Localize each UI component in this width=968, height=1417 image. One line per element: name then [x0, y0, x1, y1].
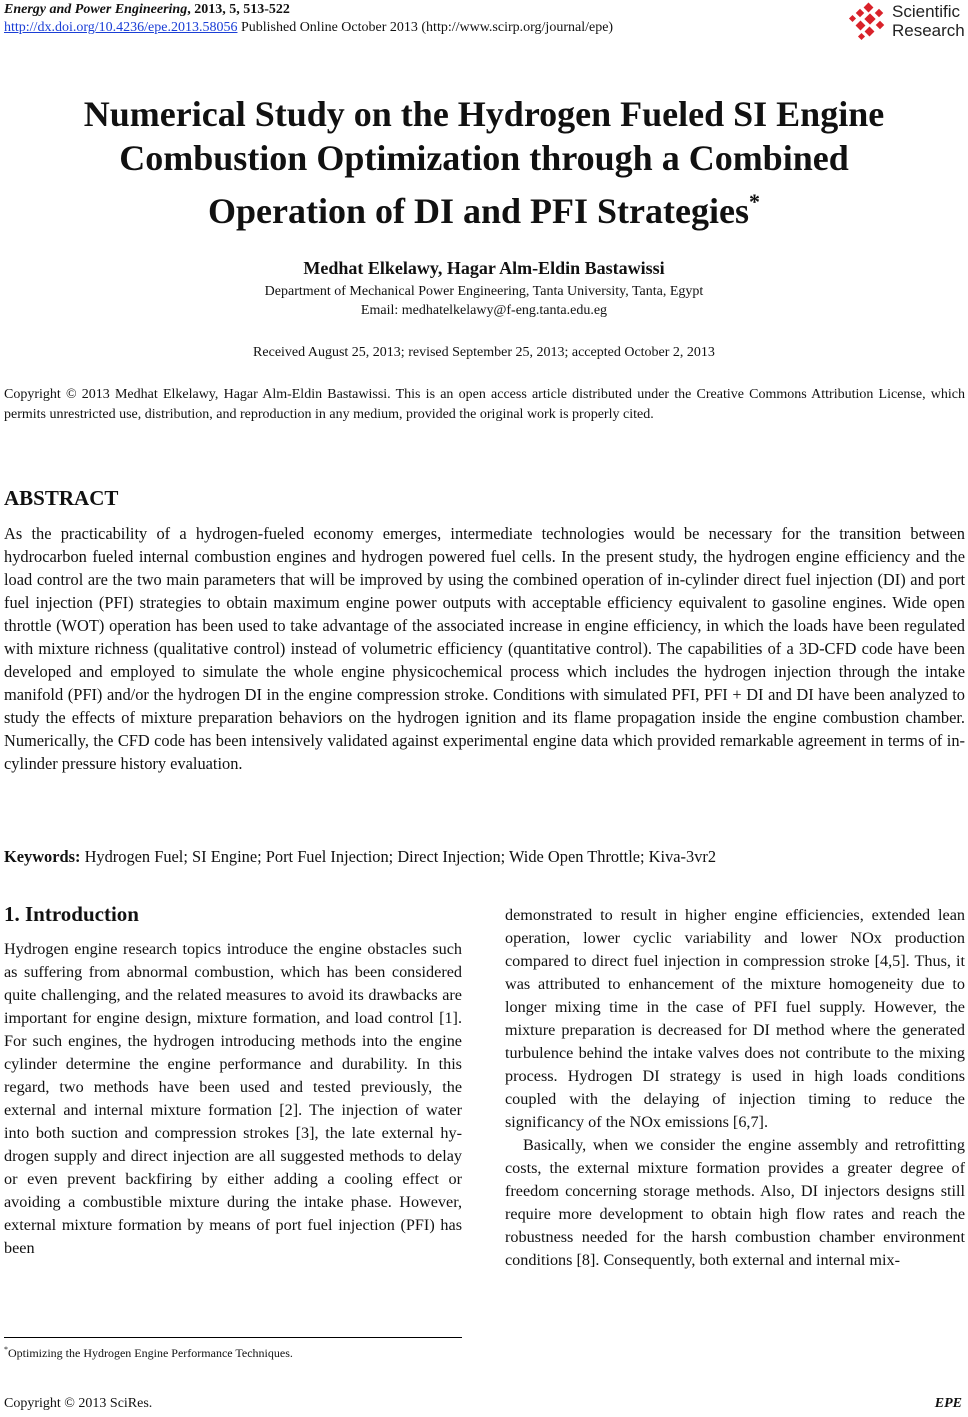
- received-dates: Received August 25, 2013; revised September 25, 2013; accepted October 2, 2013: [253, 345, 715, 360]
- intro-paragraph-2: Basically, when we consider the engine assembly and retrofitting costs, the external mixture formation provides a greater degree of freedom concerning storage methods. Also, DI injectors designs still require more development to obtain high flow rates and reach the robustness needed for the harsh combustion chamber environment conditions [8]. Consequently, both external and internal mix-: [505, 1136, 965, 1269]
- publisher-logo-text: [892, 2, 965, 40]
- footnote: [4, 1345, 293, 1361]
- abstract-body: As the practicability of a hydrogen-fueled economy emerges, intermediate technologies would be necessary for the transition between hydrocarbon fueled internal combustion engines and hydrogen powered fuel cells. In the present study, the hydrogen engine efficiency and the load control are the two main parameters that will be improved by using the combined operation of in-cylinder direct fuel injection (DI) and port fuel injection (PFI) strategies to obtain maximum engine power outputs with acceptable efficiency equivalent to gasoline engines. Wide open throttle (WOT) operation has been used to take advantage of the associated increase in engine efficiency, in which the loads have been regulated with mixture richness (qualitative control) instead of volumetric efficiency (quantitative control). The capabilities of a 3D-CFD code have been developed and employed to simulate the whole engine physicochemical process which includes the hydrogen injection through the intake manifold (PFI) and/or the hydrogen DI in the engine compression stroke. Conditions with simulated PFI, PFI + DI and DI have been analyzed to study the effects of mixture preparation behaviors on the hydrogen ignition and its flame propagation inside the engine combustion chamber. Numerically, the CFD code has been intensively validated against experimental engine data which provided remarkable agreement in terms of in-cylinder pressure history evaluation.: [4, 524, 965, 773]
- scientific-research-logo: [848, 0, 968, 44]
- author-email: Email: medhatelkelawy@f-eng.tanta.edu.eg: [360, 303, 608, 318]
- logo-line-scientific: Scientific: [892, 2, 961, 21]
- doi-link[interactable]: http://dx.doi.org/10.4236/epe.2013.58056: [4, 20, 238, 35]
- keywords-text: Hydrogen Fuel; SI Engine; Port Fuel Injection; Direct Injection; Wide Open Throttle; Kiva-3vr2: [80, 847, 717, 866]
- section-heading-introduction: 1. Introduction: [4, 902, 139, 926]
- publisher-logo-icon: [848, 2, 888, 42]
- footnote-text: Optimizing the Hydrogen Engine Performance Techniques.: [8, 1346, 293, 1360]
- title-line-2: Combustion Optimization through a Combined: [119, 138, 849, 178]
- journal-volume: , 2013, 5, 513-522: [187, 2, 290, 17]
- published-online-text: Published Online October 2013 (http://www.scirp.org/journal/epe): [237, 20, 614, 35]
- title-footnote-mark: *: [748, 189, 760, 214]
- journal-name: Energy and Power Engineering: [4, 2, 188, 17]
- journal-doi-line: [4, 20, 613, 36]
- abstract-heading: ABSTRACT: [4, 486, 119, 510]
- journal-citation: [4, 2, 290, 18]
- footer-journal-abbrev: EPE: [934, 1396, 962, 1411]
- left-column: [4, 938, 462, 1260]
- intro-paragraph-1-continued: demonstrated to result in higher engine efficiencies, extended lean operation, lower cyclic variability and lower NOx production compared to direct fuel injection in compression stroke [4,5]. Thus, it was attributed to enhancement of the mixture homogeneity due to longer mixing time in the case of PFI fuel supply. However, the mixture preparation is decreased for DI method where the generated turbulence behind the intake valves does not contribute to the mixing process. Hydrogen DI strategy is used in high loads conditions coupled with the delaying of injection timing to reduce the significancy of the NOx emissions [6,7].: [505, 906, 965, 1131]
- keywords: [4, 847, 716, 867]
- paper-title: [0, 92, 968, 233]
- title-line-3-text: Operation of DI and PFI Strategies: [208, 191, 749, 231]
- authors: Medhat Elkelawy, Hagar Alm-Eldin Bastawissi: [303, 258, 665, 278]
- keywords-label: Keywords:: [4, 847, 81, 866]
- right-column: [505, 904, 965, 1272]
- copyright-notice: Copyright © 2013 Medhat Elkelawy, Hagar Alm-Eldin Bastawissi. This is an open access article distributed under the Creative Commons Attribution License, which permits unrestricted use, distribution, and reproduction in any medium, provided the original work is properly cited.: [4, 387, 965, 422]
- title-line-1: Numerical Study on the Hydrogen Fueled SI Engine: [83, 94, 885, 134]
- title-line-3: [0, 180, 968, 233]
- affiliation: Department of Mechanical Power Engineering, Tanta University, Tanta, Egypt: [264, 284, 704, 299]
- logo-line-research: Research: [892, 21, 965, 40]
- intro-paragraph-1: Hydrogen engine research topics introduce the engine obstacles such as suffering from abnormal combustion, which has been considered quite challenging, and the related measures to avoid its drawbacks are important for engine design, mixture formation, and load control [1]. For such engines, the hydrogen introducing methods into the engine cylinder determine the engine performance and durability. In this regard, two methods have been used and tested previously, the external and internal mixture formation [2]. The injection of water into both suction and compression strokes [3], the late external hydrogen supply and direct injection are all suggested methods to delay or even prevent backfiring by either adding a cooling effect or avoiding a combustible mixture during the intake phase. However, external mixture formation by means of port fuel injection (PFI) has been: [4, 940, 462, 1257]
- footer-copyright: Copyright © 2013 SciRes.: [4, 1396, 153, 1411]
- footnote-mark: *: [4, 1345, 8, 1354]
- footnote-divider: [4, 1337, 462, 1338]
